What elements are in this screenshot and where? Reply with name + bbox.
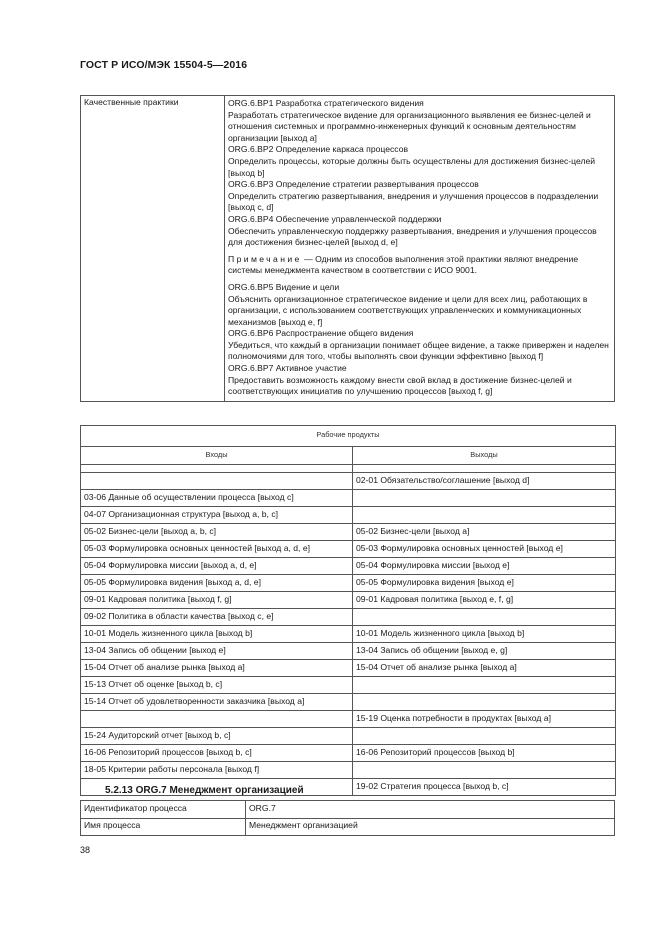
table-row: [81, 762, 616, 779]
output-cell: [353, 728, 616, 745]
table-row: [81, 507, 616, 524]
practices-label: Качественные практики: [81, 96, 225, 402]
input-cell: 05-03 Формулировка основных ценностей [выход a, d, e]: [81, 541, 353, 558]
output-cell: 05-03 Формулировка основных ценностей [выход e]: [353, 541, 616, 558]
input-cell: 09-02 Политика в области качества [выход c, e]: [81, 609, 353, 626]
input-cell: 16-06 Репозиторий процессов [выход b, c]: [81, 745, 353, 762]
note-label: Примечание: [228, 253, 302, 264]
inputs-header: Входы: [81, 447, 353, 465]
output-cell: 15-19 Оценка потребности в продуктах [выход a]: [353, 711, 616, 728]
practice-desc: Обеспечить управленческую поддержку развертывания, внедрения и улучшения процессов для достижения бизнес-целей [выход d, e]: [228, 225, 597, 248]
practice-desc: Разработать стратегическое видение для организационного выявления ее бизнес-целей и отношения системных и программно-инженерных функций к основным деятельностям организации [выход a]: [228, 109, 591, 143]
input-cell: 13-04 Запись об общении [выход e]: [81, 643, 353, 660]
practice-desc: Определить процессы, которые должны быть осуществлены для достижения бизнес-целей [выход b]: [228, 155, 596, 178]
process-id-label: Идентификатор процесса: [81, 801, 246, 819]
practice-title: ORG.6.BP7 Активное участие: [228, 363, 347, 374]
process-name-value: Менеджмент организацией: [246, 818, 615, 836]
page-number: 38: [80, 845, 91, 855]
spacer-row: [81, 465, 616, 473]
table-row: [81, 592, 616, 609]
note-text: — Одним из способов выполнения этой практики являют внедрение системы менеджмента качеством в соответствии с ИСО 9001.: [228, 253, 579, 276]
table-row: [81, 728, 616, 745]
input-cell: 10-01 Модель жизненного цикла [выход b]: [81, 626, 353, 643]
work-products-title-row: [81, 426, 616, 447]
output-cell: 16-06 Репозиторий процессов [выход b]: [353, 745, 616, 762]
table-row: [81, 694, 616, 711]
practice-title: ORG.6.BP3 Определение стратегии развертывания процессов: [228, 179, 479, 190]
outputs-header: Выходы: [353, 447, 616, 465]
input-cell: 05-02 Бизнес-цели [выход a, b, c]: [81, 524, 353, 541]
output-cell: [353, 694, 616, 711]
output-cell: 13-04 Запись об общении [выход e, g]: [353, 643, 616, 660]
practice-desc: Убедиться, что каждый в организации понимает общее видение, а также привержен и наделен полномочиями для того, чтобы выполнять свои функции эффективно [выход f]: [228, 339, 609, 362]
input-cell: [81, 473, 353, 490]
spacer-cell: [353, 465, 616, 473]
input-cell: 15-14 Отчет об удовлетворенности заказчика [выход a]: [81, 694, 353, 711]
output-cell: 09-01 Кадровая политика [выход e, f, g]: [353, 592, 616, 609]
output-cell: 19-02 Стратегия процесса [выход b, c]: [353, 779, 616, 796]
process-id-table: [80, 800, 615, 836]
table-row: [81, 558, 616, 575]
practice-title: ORG.6.BP4 Обеспечение управленческой поддержки: [228, 213, 442, 224]
process-name-label: Имя процесса: [81, 818, 246, 836]
table-row: [81, 609, 616, 626]
input-cell: 18-05 Критерии работы персонала [выход f]: [81, 762, 353, 779]
table-row: [81, 643, 616, 660]
output-cell: [353, 762, 616, 779]
table-row: [81, 541, 616, 558]
input-cell: 03-06 Данные об осуществлении процесса [выход c]: [81, 490, 353, 507]
practice-title: ORG.6.BP6 Распространение общего видения: [228, 328, 414, 339]
table-row: [81, 745, 616, 762]
practice-note: [228, 254, 611, 277]
practice-desc: Объяснить организационное стратегическое видение и цели для всех лиц, работающих в организации, с использованием соответствующих управленческих и коммуникационных механизмов [выход e, f]: [228, 293, 588, 327]
output-cell: 05-04 Формулировка миссии [выход e]: [353, 558, 616, 575]
page-header-title: ГОСТ Р ИСО/МЭК 15504-5—2016: [80, 59, 248, 71]
output-cell: [353, 507, 616, 524]
output-cell: 15-04 Отчет об анализе рынка [выход a]: [353, 660, 616, 677]
table-row: [81, 801, 615, 819]
input-cell: 04-07 Организационная структура [выход a, b, c]: [81, 507, 353, 524]
input-cell: 05-04 Формулировка миссии [выход a, d, e]: [81, 558, 353, 575]
table-row: [81, 660, 616, 677]
spacer-cell: [81, 465, 353, 473]
work-products-table: [80, 425, 616, 796]
input-cell: 15-04 Отчет об анализе рынка [выход a]: [81, 660, 353, 677]
section-heading: 5.2.13 ORG.7 Менеджмент организацией: [105, 785, 304, 796]
practice-title: ORG.6.BP1 Разработка стратегического видения: [228, 98, 424, 108]
output-cell: 10-01 Модель жизненного цикла [выход b]: [353, 626, 616, 643]
output-cell: 05-02 Бизнес-цели [выход a]: [353, 524, 616, 541]
input-cell: [81, 711, 353, 728]
output-cell: [353, 677, 616, 694]
table-row: [81, 473, 616, 490]
input-cell: 15-24 Аудиторский отчет [выход b, c]: [81, 728, 353, 745]
practices-row: [81, 96, 615, 402]
input-cell: 15-13 Отчет об оценке [выход b, c]: [81, 677, 353, 694]
table-row: [81, 575, 616, 592]
output-cell: 05-05 Формулировка видения [выход e]: [353, 575, 616, 592]
output-cell: [353, 490, 616, 507]
table-row: [81, 711, 616, 728]
practice-desc: Предоставить возможность каждому внести свой вклад в достижение бизнес-целей и соответствующих инициатив по улучшению процессов [выход f, g]: [228, 374, 572, 397]
practice-title: ORG.6.BP5 Видение и цели: [228, 281, 340, 292]
process-id-value: ORG.7: [246, 801, 615, 819]
output-cell: [353, 609, 616, 626]
input-cell: 09-01 Кадровая политика [выход f, g]: [81, 592, 353, 609]
table-row: [81, 626, 616, 643]
output-cell: 02-01 Обязательство/соглашение [выход d]: [353, 473, 616, 490]
io-header-row: [81, 447, 616, 465]
input-cell: 05-05 Формулировка видения [выход a, d, e]: [81, 575, 353, 592]
table-row: [81, 677, 616, 694]
practice-desc: Определить стратегию развертывания, внедрения и улучшения процессов в подразделении [выход c, d]: [228, 190, 599, 213]
practices-table: [80, 95, 615, 402]
practice-title: ORG.6.BP2 Определение каркаса процессов: [228, 144, 409, 155]
practices-body: [225, 96, 615, 402]
table-row: [81, 524, 616, 541]
table-row: [81, 818, 615, 836]
table-row: [81, 490, 616, 507]
work-products-title: Рабочие продукты: [81, 426, 616, 447]
